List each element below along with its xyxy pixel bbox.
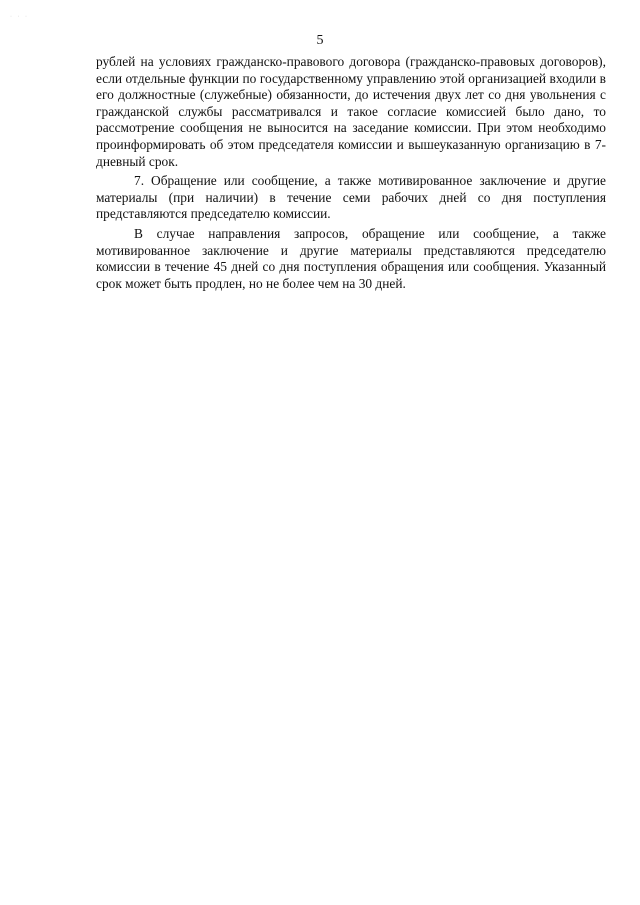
paragraph-requests-case: В случае направления запросов, обращение или сообщение, а также мотивированное заключение и другие материалы представляются председателю комиссии в течение 45 дней со дня поступления обращения или сообщения. Указанный срок может быть продлен, но не более чем на 30 дней.: [96, 225, 606, 291]
paragraph-continuation: рублей на условиях гражданско-правового договора (гражданско-правовых договоров), если отдельные функции по государственному управлению этой организацией входили в его должностные (служебные) обязанности, до истечения двух лет со дня увольнения с гражданской службы рассматривался и такое согласие комиссией было дано, то рассмотрение сообщения не выносится на заседание комиссии. При этом необходимо проинформировать об этом председателя комиссии и вышеуказанную организацию в 7-дневный срок.: [96, 54, 606, 169]
page-number: 5: [316, 33, 324, 48]
scan-corner-mark: · · ·: [10, 14, 29, 20]
document-body: [96, 54, 606, 295]
paragraph-item-7: 7. Обращение или сообщение, а также мотивированное заключение и другие материалы (при наличии) в течение семи рабочих дней со дня поступления представляются председателю комиссии.: [96, 173, 606, 222]
